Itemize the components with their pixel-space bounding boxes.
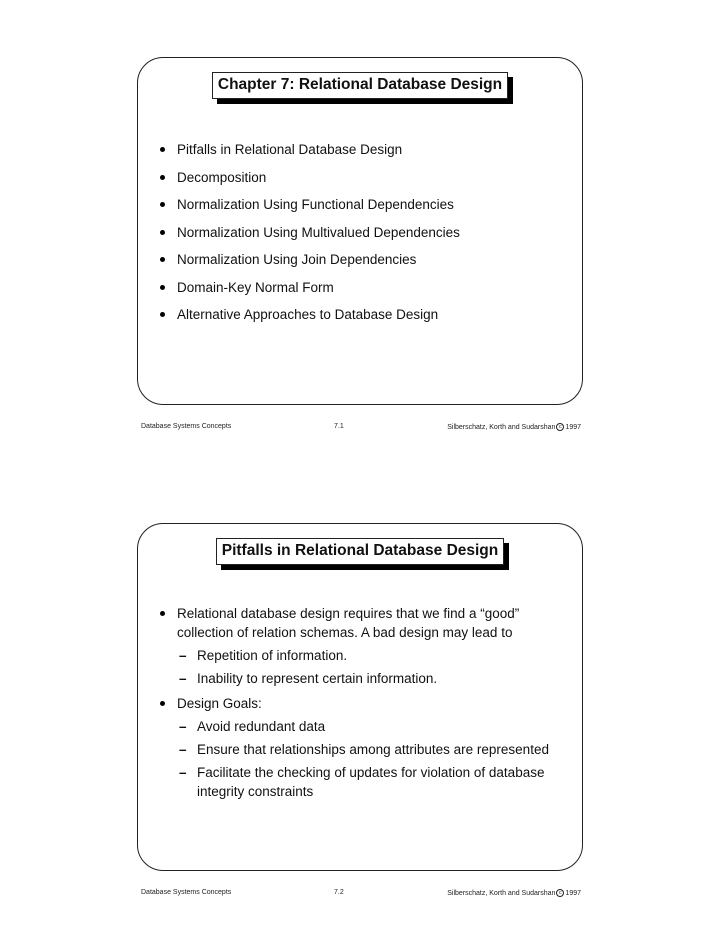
- bullet-item: Alternative Approaches to Database Design: [158, 305, 570, 333]
- bullet-item: Pitfalls in Relational Database Design: [158, 140, 570, 168]
- sub-item: – Repetition of information.: [177, 646, 570, 665]
- footer-book-title: Database Systems Concepts: [141, 889, 232, 896]
- sub-item: – Facilitate the checking of updates for violation of database integrity constraints: [177, 763, 570, 801]
- bullet-item: Normalization Using Join Dependencies: [158, 250, 570, 278]
- slide-1-title-wrap: [138, 72, 582, 99]
- slide-1: [137, 57, 583, 405]
- footer-book-title: Database Systems Concepts: [141, 423, 232, 430]
- footer-year: 1997: [565, 889, 581, 897]
- slide-2-footer: [141, 889, 581, 901]
- slide-2-title: Pitfalls in Relational Database Design: [216, 538, 505, 565]
- footer-year: 1997: [565, 423, 581, 431]
- bullet-text: Relational database design requires that we find a “good” collection of relation schemas. A bad design may lead to: [177, 606, 520, 640]
- slide-1-bullet-list: [158, 140, 570, 333]
- footer-authors-text: Silberschatz, Korth and Sudarshan: [447, 889, 556, 897]
- slide-1-title-box: [212, 72, 508, 99]
- sub-list: [177, 717, 570, 801]
- copyright-icon: c: [556, 889, 564, 897]
- bullet-item: Normalization Using Multivalued Dependencies: [158, 223, 570, 251]
- bullet-item: Domain-Key Normal Form: [158, 278, 570, 306]
- bullet-item: Normalization Using Functional Dependencies: [158, 195, 570, 223]
- footer-authors: [447, 423, 581, 431]
- slide-2-title-wrap: [138, 538, 582, 565]
- sub-item: – Avoid redundant data: [177, 717, 570, 736]
- sub-item: – Inability to represent certain information.: [177, 669, 570, 688]
- bullet-text: Design Goals:: [177, 696, 262, 711]
- footer-page-number: 7.1: [334, 423, 344, 430]
- bullet-item: [158, 694, 570, 801]
- footer-page-number: 7.2: [334, 889, 344, 896]
- copyright-icon: c: [556, 423, 564, 431]
- bullet-item: [158, 604, 570, 688]
- slide-1-footer: [141, 423, 581, 435]
- bullet-item: Decomposition: [158, 168, 570, 196]
- slide-1-title: Chapter 7: Relational Database Design: [212, 72, 508, 99]
- sub-item: – Ensure that relationships among attributes are represented: [177, 740, 570, 759]
- slide-2-bullet-list: [158, 604, 570, 807]
- footer-authors: [447, 889, 581, 897]
- slide-2-title-box: [216, 538, 505, 565]
- sub-list: [177, 646, 570, 688]
- slide-2: [137, 523, 583, 871]
- footer-authors-text: Silberschatz, Korth and Sudarshan: [447, 423, 556, 431]
